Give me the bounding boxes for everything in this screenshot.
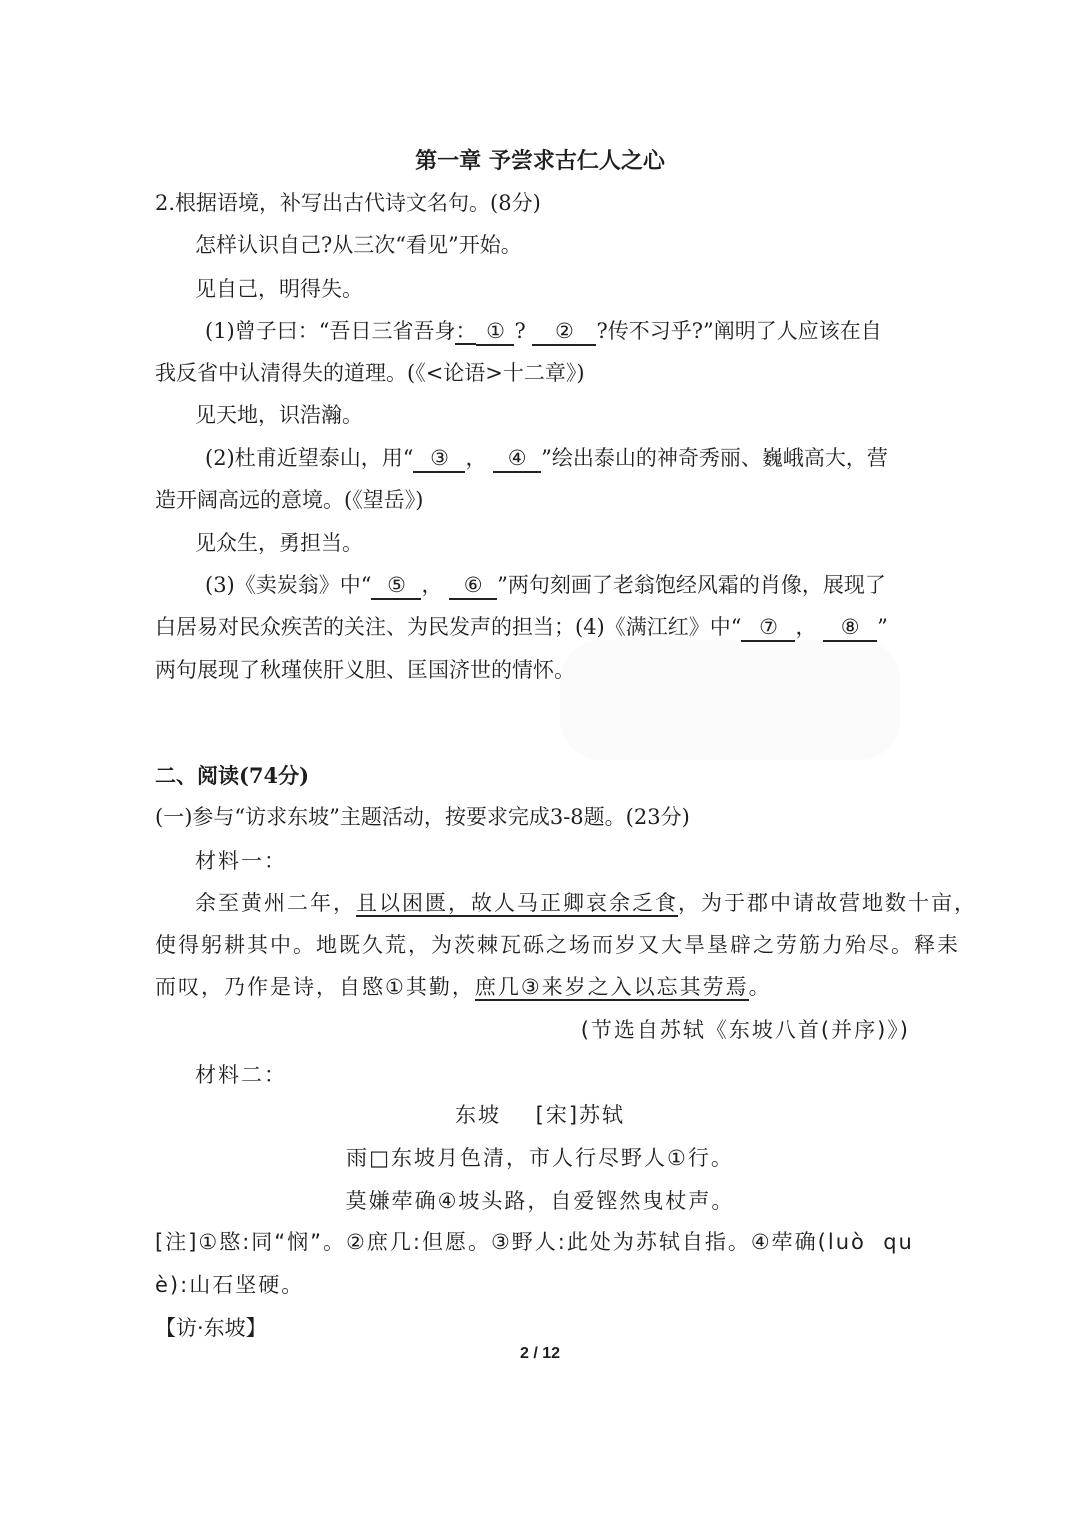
q2-item-1-line-1 [205,316,882,346]
q2-subtitle-people: 见众生，勇担当。 [195,531,363,555]
text: ， [421,573,443,597]
text: (3)《卖炭翁》中“ [205,573,372,597]
blank-1[interactable]: ① [476,318,514,346]
material-1-line-1 [195,888,977,918]
q2-item-2-line-2: 造开阔高远的意境。(《望岳》) [155,488,424,512]
text: 余至黄州二年， [195,891,356,915]
underlined-colon: ： [455,319,477,343]
q2-item-3-line-2 [155,612,888,642]
text: ”绘出泰山的神奇秀丽、巍峨高大，营 [541,446,888,470]
chapter-title: 第一章 予尝求古仁人之心 [415,148,665,174]
annotation-line-1: [注]①愍:同“悯”。②庶几:但愿。③野人:此处为苏轼自指。④荦确(luò qu [155,1230,914,1254]
text: ? [514,319,526,343]
section-2-subheading: (一)参与“访求东坡”主题活动，按要求完成3-8题。(23分) [155,805,690,829]
material-1-source: (节选自苏轼《东坡八首(并序)》) [580,1018,910,1042]
text: ?传不习乎?”阐明了人应该在自 [596,319,882,343]
material-1-line-3 [155,972,772,1002]
poem-title: 东坡 [宋]苏轼 [454,1103,626,1127]
scan-smudge [560,640,900,760]
blank-3[interactable]: ③ [413,445,465,473]
blank-4[interactable]: ④ [493,445,541,473]
text: ， [465,446,487,470]
text: 而叹，乃作是诗，自愍①其勤， [155,975,475,999]
blank-8[interactable]: ⑧ [823,614,877,642]
q2-intro-line: 怎样认识自己?从三次“看见”开始。 [195,233,522,257]
annotation-line-2: è):山石坚硬。 [155,1273,305,1297]
section-2-heading: 二、阅读(74分) [155,763,310,788]
text: 白居易对民众疾苦的关注、为民发声的担当；(4)《满江红》中“ [155,615,742,639]
question-2-heading: 2.根据语境，补写出古代诗文名句。(8分) [155,191,541,215]
underlined-sentence-1: 且以困匮，故人马正卿哀余乏食 [356,891,678,915]
blank-7[interactable]: ⑦ [741,614,795,642]
page-number: 2 / 12 [519,1345,561,1362]
text: ， [795,615,817,639]
q2-item-2-line-1 [205,443,888,473]
material-1-line-2: 使得躬耕其中。地既久荒，为茨棘瓦砾之场而岁又大旱垦辟之劳筋力殆尽。释耒 [155,933,960,957]
q2-item-3-line-1 [205,570,886,600]
material-2-label: 材料二： [195,1063,287,1087]
text: ” [877,615,888,639]
poem-line-2: 莫嫌荦确④坡头路，自爱铿然曳杖声。 [345,1189,735,1213]
blank-5[interactable]: ⑤ [371,572,421,600]
poem-line-1: 雨□东坡月色清，市人行尽野人①行。 [346,1146,734,1170]
text: ”两句刻画了老翁饱经风霜的肖像，展现了 [497,573,886,597]
text: (1)曾子曰：“吾日三省吾身 [205,319,456,343]
text: 。 [748,975,772,999]
q2-subtitle-self: 见自己，明得失。 [195,277,363,301]
blank-6[interactable]: ⑥ [449,572,497,600]
q2-subtitle-world: 见天地，识浩瀚。 [195,403,363,427]
q2-item-1-line-2: 我反省中认清得失的道理。(《<论语>十二章》) [155,361,585,385]
blank-2[interactable]: ② [532,318,596,346]
material-1-label: 材料一： [195,849,287,873]
underlined-sentence-2: 庶几③来岁之入以忘其劳焉 [474,975,749,999]
text: (2)杜甫近望泰山，用“ [205,446,414,470]
visit-dongpo-heading: 【访·东坡】 [155,1316,267,1340]
q2-item-3-line-3: 两句展现了秋瑾侠肝义胆、匡国济世的情怀。 [155,658,575,682]
text: ，为于郡中请故营地数十亩， [678,891,977,915]
